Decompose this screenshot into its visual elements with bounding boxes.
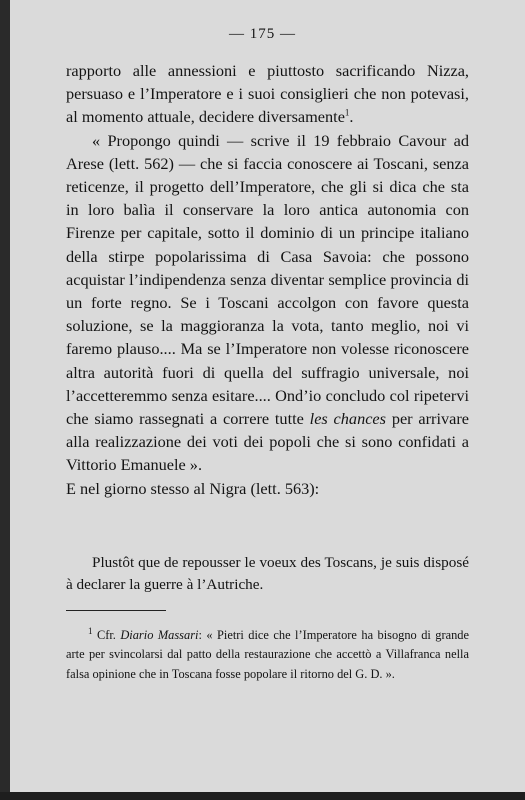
- paragraph-3: E nel giorno stesso al Nigra (lett. 563):: [66, 478, 320, 498]
- footnote-text: [66, 626, 469, 684]
- french-quotation: [66, 552, 469, 596]
- paragraph-2-text-b: per arrivare alla realizzazione dei voti dei popoli che si sono confidati a Vittorio Emanuele ».: [66, 409, 470, 475]
- paragraph-1-text: rapporto alle annessioni e piuttosto sacrificando Nizza, persuaso e l’Imperatore e i suoi consiglieri che non potevasi, al momento attuale, decidere diversamente: [66, 61, 469, 127]
- footnote-reference: 1: [344, 107, 350, 118]
- footnote: [66, 626, 469, 684]
- footnote-prefix: Cfr.: [96, 628, 116, 642]
- footnote-source: Diario Massari: [120, 628, 199, 642]
- page-bottom-shadow: [0, 792, 525, 800]
- footnote-body: : « Pietri dice che l’Imperatore ha bisogno di grande arte per svincolarsi dal patto della restaurazione che accettò a Villafranca nella falsa opinione che in Toscana fosse popolare il ritorno del G. D. ».: [66, 628, 469, 681]
- paragraph-2-italic: les chances: [309, 409, 386, 429]
- paragraph-1-end: .: [349, 107, 354, 127]
- page-edge-shadow: [0, 0, 10, 800]
- footnote-marker: 1: [88, 625, 93, 636]
- page-number: — 175 —: [229, 26, 296, 42]
- paragraph-2-text-a: « Propongo quindi — scrive il 19 febbraio Cavour ad Arese (lett. 562) — che si faccia conoscere ai Toscani, senza reticenze, il progetto dell’Imperatore, che gli si dica che sta in loro balìa il conservare la loro antica autonomia con Firenze per capitale, sotto il dominio di un principe italiano della stirpe popolarissima di Casa Savoia: che possono acquistar l’indipendenza senza diventar semplice provincia di un forte regno. Se i Toscani accolgon con favore questa soluzione, se la maggioranza la vota, tanto meglio, noi vi faremo plauso.... Ma se l’Imperatore non volesse riconoscere altra autorità fuori di quella del suffragio universale, noi l’accetteremmo senza esitare.... Ond’io concludo col ripetervi che siamo rassegnati a correre tutte: [66, 130, 469, 429]
- paragraph-1: [66, 59, 469, 129]
- footnote-separator: [66, 610, 166, 611]
- main-text: [66, 59, 469, 500]
- paragraph-2: [66, 129, 469, 477]
- quotation-text: Plustôt que de repousser le voeux des Toscans, je suis disposé à declarer la guerre à l’Autriche.: [66, 554, 469, 593]
